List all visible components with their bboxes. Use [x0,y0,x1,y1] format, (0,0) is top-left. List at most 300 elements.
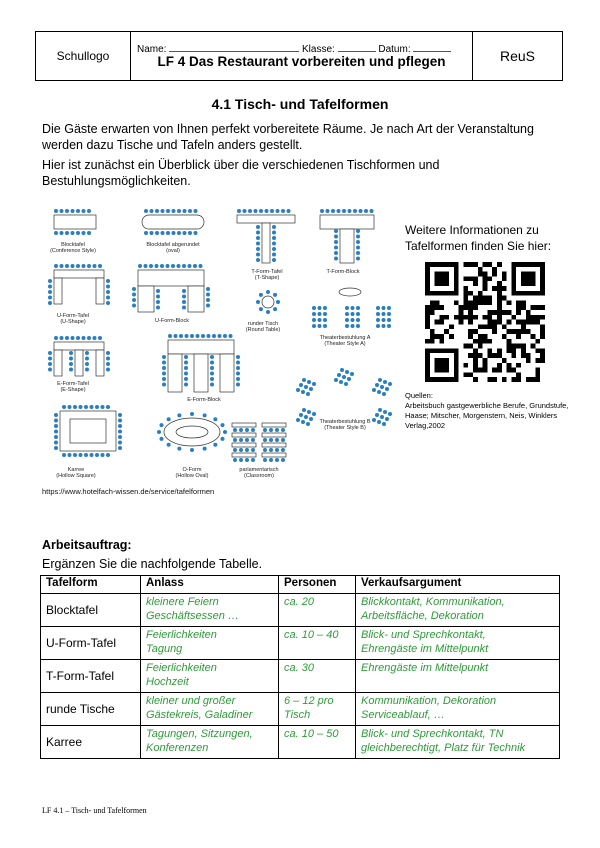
chair-dot [106,301,110,305]
chair-dot [149,264,153,268]
chair-dot [206,287,210,291]
chair-dot [76,231,80,235]
chair-dot [256,236,260,240]
qr-module [540,305,545,310]
qr-module [502,276,507,281]
cell-verkaufsargument[interactable]: Blick- und Sprechkontakt, Ehrengäste im Mittelpunkt [356,627,560,660]
qr-module [492,377,497,382]
qr-module [473,296,478,301]
chair-dot [382,392,386,396]
qr-module [531,320,536,325]
chair-dot [372,388,376,392]
chair-dot [254,209,258,213]
chair-dot [276,209,280,213]
chair-dot [223,334,227,338]
qr-module [502,358,507,363]
qr-module [473,281,478,286]
chair-dot [347,377,351,381]
chair-dot [281,428,285,432]
chair-dot [356,246,360,250]
chair-dot [54,264,58,268]
qr-module [507,363,512,368]
chair-dot [387,306,391,310]
block-table [54,215,96,229]
qr-module [487,262,492,267]
qr-module [459,320,464,325]
classroom-table [262,443,286,447]
cell-verkaufsargument[interactable]: Ehrengäste im Mittelpunkt [356,660,560,693]
chair-dot [220,437,224,441]
u-table-left [54,278,62,304]
chair-dot [265,209,269,213]
chair-dot [375,383,379,387]
qr-module [483,281,488,286]
chair-dot [309,387,313,391]
chair-dot [233,448,237,452]
qr-module [473,262,478,267]
round-table [339,288,361,296]
header-verkaufsargument: Verkaufsargument [356,576,560,594]
qr-module [478,267,483,272]
chair-dot [272,242,276,246]
chair-dot [106,368,110,372]
qr-module [511,348,516,353]
qr-module [478,339,483,344]
chair-dot [256,253,260,257]
chair-dot [323,318,327,322]
chair-dot [382,422,386,426]
chair-dot [82,264,86,268]
chair-dot [272,225,276,229]
chair-dot [351,312,355,316]
qr-module [507,339,512,344]
qr-module [478,368,483,373]
chair-dot [256,242,260,246]
qr-module [463,291,468,296]
chair-dot [256,258,260,262]
chair-dot [251,438,255,442]
chair-dot [236,366,240,370]
chair-dot [318,318,322,322]
chair-dot [73,405,77,409]
cell-personen[interactable]: ca. 30 [279,660,356,693]
chair-dot [233,458,237,462]
qr-module [487,276,492,281]
qr-module [449,334,454,339]
qr-module [468,372,473,377]
chair-dot [167,417,171,421]
chair-dot [334,251,338,255]
chair-dot [334,235,338,239]
qr-module [468,276,473,281]
chair-dot [296,388,300,392]
chair-dot [251,458,255,462]
qr-module [535,339,540,344]
chair-dot [382,312,386,316]
chair-dot [190,448,194,452]
qr-module [473,305,478,310]
chair-dot [90,453,94,457]
date-field[interactable] [413,42,451,52]
table-header-row [41,576,560,594]
qr-module [521,324,526,329]
cell-anlass[interactable]: kleiner und großer Gästekreis, Galadiner [141,693,279,726]
qr-module [478,272,483,277]
chair-dot [302,378,306,382]
chair-dot [162,366,166,370]
chair-dot [168,334,172,338]
cell-verkaufsargument[interactable]: Blickkontakt, Kommunikation, Arbeitsfläche, Dekoration [356,594,560,627]
cell-verkaufsargument[interactable]: Kommunikation, Dekoration Serviceablauf, … [356,693,560,726]
chair-dot [376,306,380,310]
qr-module [473,377,478,382]
chair-dot [210,372,214,376]
qr-module [439,315,444,320]
chair-dot [95,453,99,457]
chair-dot [183,209,187,213]
chair-dot [174,334,178,338]
qr-module [487,320,492,325]
qr-module [516,305,521,310]
qr-module [483,324,488,329]
qr-module [526,329,531,334]
chair-dot [356,240,360,244]
cell-personen[interactable]: 6 – 12 pro Tisch [279,693,356,726]
qr-module [511,368,516,373]
qr-module [502,272,507,277]
source-heading: Quellen: [405,391,433,400]
qr-module [478,291,483,296]
chair-dot [334,229,338,233]
chair-dot [60,264,64,268]
chair-dot [182,289,186,293]
qr-module [483,296,488,301]
qr-module [483,276,488,281]
chair-dot [48,357,52,361]
qr-module [492,320,497,325]
chair-dot [281,438,285,442]
chair-dot [199,264,203,268]
label-theater-b: Theaterbestuhlung B (Theater Style B) [319,419,371,431]
qr-module [468,315,473,320]
qr-module [463,344,468,349]
section-title: 4.1 Tisch- und Tafelformen [211,96,389,112]
qr-module [478,353,483,358]
chair-dot [182,264,186,268]
qr-module [487,300,492,305]
chair-dot [166,264,170,268]
chair-dot [345,306,349,310]
chair-dot [62,405,66,409]
qr-module [492,368,497,373]
qr-module [535,320,540,325]
qr-module [487,296,492,301]
qr-module [468,320,473,325]
qr-module [531,315,536,320]
cell-anlass[interactable]: kleinere Feiern Geschäftsessen … [141,594,279,627]
e-block-top [168,340,234,354]
chair-dot [259,209,263,213]
classroom-table [262,453,286,457]
chair-dot [266,310,270,314]
chair-dot [269,448,273,452]
chair-dot [334,246,338,250]
chair-dot [184,383,188,387]
qr-module [521,320,526,325]
chair-dot [87,231,91,235]
chair-dot [69,368,73,372]
chair-dot [275,448,279,452]
label-u-form-block: U-Form-Block [155,318,189,324]
cell-verkaufsargument[interactable]: Blick- und Sprechkontakt, TN gleichberechtigt, Platz für Technik [356,726,560,759]
chair-dot [166,231,170,235]
table-row [41,627,560,660]
source-block [405,391,575,431]
chair-dot [69,362,73,366]
chair-dot [84,453,88,457]
classroom-table [232,453,256,457]
chair-dot [118,430,122,434]
chair-dot [356,318,360,322]
qr-module [497,286,502,291]
chair-dot [272,258,276,262]
qr-module [487,377,492,382]
qr-module [492,272,497,277]
qr-finder-core [435,358,449,372]
cell-personen[interactable]: ca. 20 [279,594,356,627]
chair-dot [304,415,308,419]
further-info-text: Weitere Informationen zu Tafelformen finden Sie hier: [405,223,552,253]
chair-dot [378,378,382,382]
chair-dot [337,373,341,377]
header-center [131,32,472,80]
chair-dot [82,336,86,340]
figure-source-url[interactable]: https://www.hotelfach-wissen.de/service/tafelformen [42,487,215,496]
qr-module [507,329,512,334]
karree-inner [70,419,106,443]
qr-module [468,334,473,339]
qr-module [468,344,473,349]
chair-dot [239,458,243,462]
chair-dot [54,446,58,450]
qr-module [478,300,483,305]
chair-dot [312,312,316,316]
class-field[interactable] [338,42,376,52]
chair-dot [150,231,154,235]
chair-dot [323,312,327,316]
oval-inner [176,426,208,438]
chair-dot [281,209,285,213]
cell-anlass[interactable]: Tagungen, Sitzungen, Konferenzen [141,726,279,759]
u-block-left [138,286,154,312]
chair-dot [318,306,322,310]
chair-dot [353,209,357,213]
qr-module [535,358,540,363]
chair-dot [272,231,276,235]
chair-dot [65,231,69,235]
qr-module [497,353,502,358]
chair-dot [132,293,136,297]
qr-module [526,353,531,358]
qr-module [473,315,478,320]
chair-dot [156,289,160,293]
u-table-top [54,270,104,278]
qr-module [444,315,449,320]
qr-module [439,334,444,339]
qr-module [526,310,531,315]
qr-module [497,305,502,310]
qr-module [497,300,502,305]
qr-module [516,300,521,305]
chair-dot [210,366,214,370]
label-blocktafel-oval: Blocktafel abgerundet (oval) [146,242,200,254]
chair-dot [172,231,176,235]
chair-dot [90,405,94,409]
qr-module [526,377,531,382]
chair-dot [351,324,355,328]
qr-module [535,377,540,382]
qr-module [521,329,526,334]
chair-dot [177,209,181,213]
qr-module [492,324,497,329]
chair-dot [54,441,58,445]
chair-dot [48,290,52,294]
qr-module [526,315,531,320]
chair-dot [179,334,183,338]
name-label: Name: [137,44,167,55]
chair-dot [87,209,91,213]
chair-dot [356,257,360,261]
chair-dot [184,377,188,381]
header-anlass: Anlass [141,576,279,594]
chair-dot [150,209,154,213]
chair-dot [48,368,52,372]
chair-dot [259,307,263,311]
chair-dot [71,231,75,235]
header-box [35,31,563,81]
chair-dot [106,351,110,355]
qr-code-icon[interactable] [425,262,545,382]
chair-dot [312,412,316,416]
chair-dot [118,424,122,428]
chair-dot [60,209,64,213]
e-block-right [220,354,234,392]
qr-module [492,286,497,291]
qr-module [463,300,468,305]
chair-dot [155,264,159,268]
classroom-table [262,423,286,427]
qr-module [502,324,507,329]
name-field[interactable] [169,42,299,52]
chair-dot [210,355,214,359]
chair-dot [233,428,237,432]
chair-dot [334,240,338,244]
cell-anlass[interactable]: Feierlichkeiten Hochzeit [141,660,279,693]
label-o-form: O-Form (Hollow Oval) [175,467,209,479]
chair-dot [203,413,207,417]
chair-dot [183,231,187,235]
chair-dot [299,383,303,387]
chair-dot [270,209,274,213]
chair-dot [256,225,260,229]
qr-module [535,372,540,377]
qr-module [425,339,430,344]
table-row [41,726,560,759]
chair-dot [351,318,355,322]
chair-dot [380,415,384,419]
table-shapes-figure [42,205,397,483]
chair-dot [177,264,181,268]
chair-dot [82,209,86,213]
qr-module [430,339,435,344]
chair-dot [206,298,210,302]
qr-module [497,320,502,325]
qr-module [435,300,440,305]
source-text: Arbeitsbuch gastgewerbliche Berufe, Grundstufe, Haase; Mitscher, Morgenstern, Neis, Winklers Verlag,2002 [405,401,569,430]
chair-dot [256,231,260,235]
cell-anlass[interactable]: Feierlichkeiten Tagung [141,627,279,660]
qr-module [483,368,488,373]
chair-dot [356,312,360,316]
tafelform-table [40,575,560,759]
page-footer: LF 4.1 – Tisch- und Tafelformen [42,806,147,815]
e-table-top [54,342,104,350]
qr-module [468,329,473,334]
chair-dot [383,380,387,384]
chair-dot [65,209,69,213]
u-block-right [188,286,204,312]
qr-module [516,329,521,334]
chair-dot [382,306,386,310]
chair-dot [76,264,80,268]
qr-module [478,296,483,301]
chair-dot [48,285,52,289]
chair-dot [162,355,166,359]
qr-module [521,348,526,353]
chair-dot [118,413,122,417]
chair-dot [323,324,327,328]
label-parlamentarisch: parlamentarisch (Classroom) [239,467,279,479]
chair-dot [156,300,160,304]
cell-tafelform: runde Tische [41,693,141,726]
label-e-form-block: E-Form-Block [187,397,221,403]
chair-dot [60,231,64,235]
chair-dot [307,380,311,384]
chair-dot [385,387,389,391]
qr-module [521,344,526,349]
chair-dot [85,362,89,366]
chair-dot [259,293,263,297]
qr-module [430,334,435,339]
chair-dot [263,448,267,452]
chair-dot [312,318,316,322]
chair-dot [68,405,72,409]
chair-dot [54,419,58,423]
chair-dot [106,285,110,289]
cell-personen[interactable]: ca. 10 – 50 [279,726,356,759]
qr-module [463,363,468,368]
chair-dot [93,264,97,268]
qr-module [425,315,430,320]
chair-dot [193,264,197,268]
chair-dot [106,279,110,283]
qr-module [531,334,536,339]
cell-personen[interactable]: ca. 10 – 40 [279,627,356,660]
chair-dot [155,231,159,235]
chair-dot [203,447,207,451]
chair-dot [162,383,166,387]
intro-paragraph: Die Gäste erwarten von Ihnen perfekt vorbereitete Räume. Je nach Art der Veranstaltung werden dazu Tische und Tafeln anders gestellt. [42,122,534,152]
